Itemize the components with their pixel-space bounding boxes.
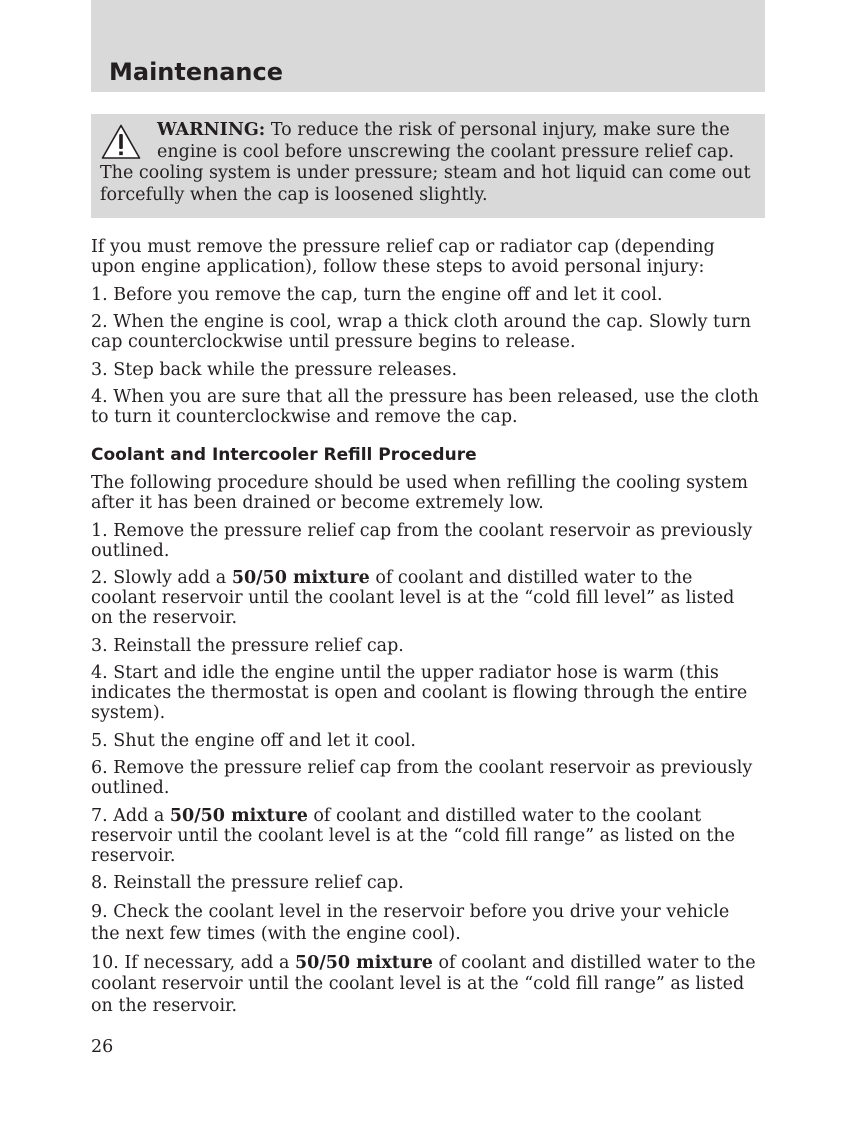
- refill-heading: Coolant and Intercooler Refill Procedure: [91, 445, 477, 465]
- step-text: 2. Slowly add a: [91, 568, 232, 588]
- intro-step-1: 1. Before you remove the cap, turn the engine off and let it cool.: [91, 284, 663, 305]
- warning-text: [100, 120, 756, 206]
- refill-step-10: [91, 953, 759, 1018]
- warning-label: WARNING:: [157, 120, 266, 140]
- page-number: 26: [91, 1037, 114, 1057]
- step-text: 7. Add a: [91, 805, 170, 826]
- refill-step-7: [91, 806, 759, 866]
- intro-paragraph: If you must remove the pressure relief cap or radiator cap (depending upon engine application), follow these steps to avoid personal injury:: [91, 237, 715, 277]
- refill-step-6: 6. Remove the pressure relief cap from the coolant reservoir as previously outlined.: [91, 758, 753, 798]
- page-content: [91, 237, 759, 1025]
- step-text: 10. If necessary, add a: [91, 952, 295, 973]
- refill-step-1: 1. Remove the pressure relief cap from the coolant reservoir as previously outlined.: [91, 520, 753, 561]
- refill-step-9: 9. Check the coolant level in the reservoir before you drive your vehicle the next few times (with the engine cool).: [91, 902, 730, 944]
- refill-step-8: 8. Reinstall the pressure relief cap.: [91, 873, 404, 893]
- intro-step-2: 2. When the engine is cool, wrap a thick cloth around the cap. Slowly turn cap counterclockwise until pressure begins to release.: [91, 312, 752, 352]
- warning-box: [91, 114, 765, 218]
- mixture-emphasis: 50/50 mixture: [294, 952, 433, 973]
- step-text: of coolant and distilled water to the coolant reservoir until the coolant level is at the “cold fill range” as listed on the reservoir.: [91, 952, 756, 1016]
- page-header: [91, 0, 765, 92]
- refill-step-5: 5. Shut the engine off and let it cool.: [91, 730, 416, 751]
- intro-step-4: 4. When you are sure that all the pressure has been released, use the cloth to turn it counterclockwise and remove the cap.: [91, 387, 759, 427]
- refill-step-3: 3. Reinstall the pressure relief cap.: [91, 635, 404, 656]
- intro-step-3: 3. Step back while the pressure releases.: [91, 359, 458, 380]
- step-text: of coolant and distilled water to the coolant reservoir until the coolant level is at the “cold fill level” as listed on the reservoir.: [91, 568, 735, 628]
- mixture-emphasis: 50/50 mixture: [231, 568, 370, 588]
- refill-paragraph: The following procedure should be used when refilling the cooling system after it has been drained or become extremely low.: [91, 473, 748, 513]
- section-title: Maintenance: [109, 58, 284, 86]
- warning-body: To reduce the risk of personal injury, make sure the engine is cool before unscrewing the coolant pressure relief cap. The cooling system is under pressure; steam and hot liquid can come out forcefully when the cap is loosened slightly.: [100, 120, 751, 205]
- refill-step-2: [91, 568, 759, 628]
- mixture-emphasis: 50/50 mixture: [169, 805, 308, 826]
- step-text: of coolant and distilled water to the coolant reservoir until the coolant level is at the “cold fill range” as listed on the reservoir.: [91, 805, 735, 866]
- refill-step-4: 4. Start and idle the engine until the upper radiator hose is warm (this indicates the thermostat is open and coolant is flowing through the entire system).: [91, 663, 748, 723]
